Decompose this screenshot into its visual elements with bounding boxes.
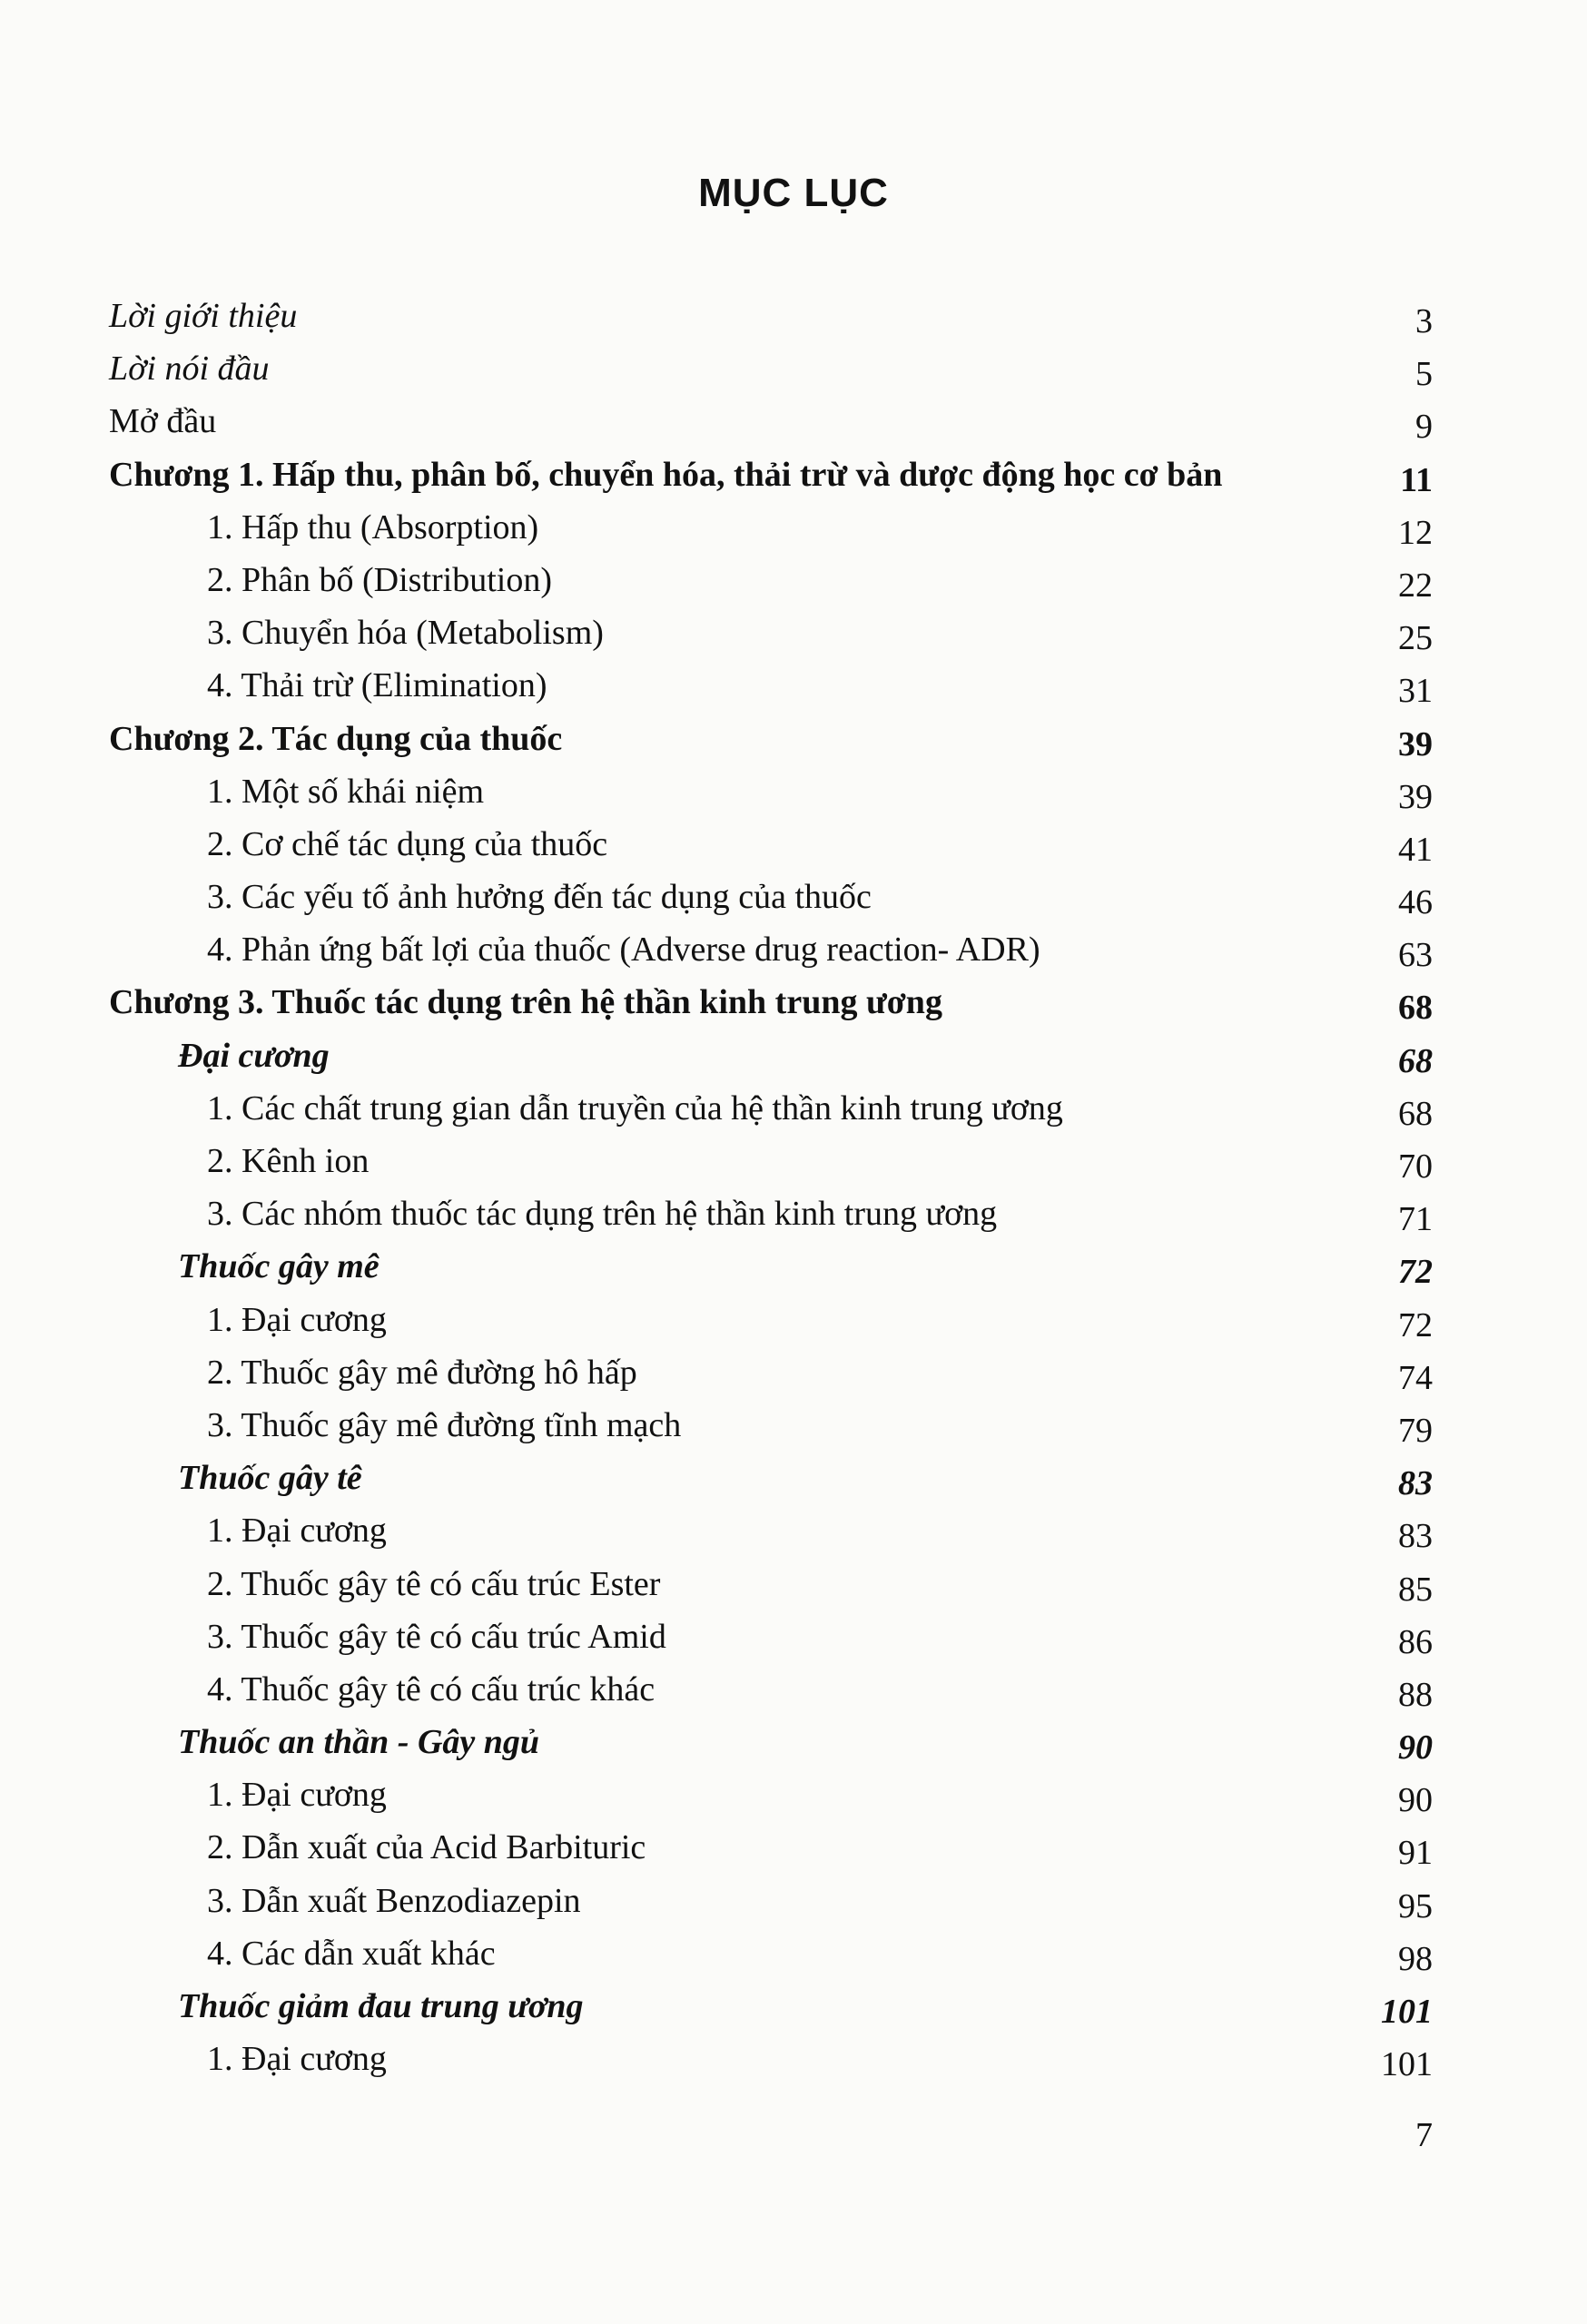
toc-entry-page: 98 (1398, 1939, 1433, 1978)
toc-entry-label: 3. Dẫn xuất Benzodiazepin (207, 1881, 581, 1920)
toc-entry-chapter (0, 448, 1587, 500)
toc-entry-label: 1. Đại cương (207, 1512, 387, 1551)
toc-entry-label: 2. Kênh ion (207, 1142, 370, 1180)
table-of-contents (0, 289, 1587, 2084)
toc-entry-page: 71 (1398, 1200, 1433, 1239)
toc-entry-label: Chương 3. Thuốc tác dụng trên hệ thần kinh trung ương (109, 983, 942, 1022)
toc-entry-item (0, 1398, 1587, 1451)
toc-entry-page: 9 (1415, 408, 1433, 447)
toc-entry-item (0, 1768, 1587, 1820)
toc-entry-label: 3. Thuốc gây tê có cấu trúc Amid (207, 1617, 666, 1656)
toc-entry-page: 39 (1398, 777, 1433, 816)
toc-entry-page: 41 (1398, 830, 1433, 869)
toc-entry-front (0, 341, 1587, 394)
toc-entry-item (0, 1503, 1587, 1556)
page-number: 7 (1415, 2116, 1433, 2154)
toc-entry-label: 4. Các dẫn xuất khác (207, 1934, 496, 1973)
toc-entry-page: 88 (1398, 1675, 1433, 1714)
toc-entry-page: 39 (1398, 724, 1433, 763)
toc-entry-page: 86 (1398, 1622, 1433, 1661)
toc-entry-section (0, 1979, 1587, 2032)
toc-entry-item (0, 606, 1587, 658)
toc-entry-page: 83 (1398, 1517, 1433, 1556)
toc-entry-label: 3. Các yếu tố ảnh hưởng đến tác dụng của thuốc (207, 878, 872, 917)
toc-entry-page: 95 (1398, 1886, 1433, 1925)
toc-entry-label: 3. Thuốc gây mê đường tĩnh mạch (207, 1405, 682, 1444)
toc-entry-label: 4. Phản ứng bất lợi của thuốc (Adverse drug reaction- ADR) (207, 931, 1040, 970)
toc-entry-label: 4. Thuốc gây tê có cấu trúc khác (207, 1669, 656, 1709)
toc-entry-front (0, 289, 1587, 341)
toc-entry-chapter (0, 975, 1587, 1028)
toc-entry-item (0, 1187, 1587, 1239)
toc-entry-page: 90 (1398, 1728, 1433, 1768)
toc-entry-page: 85 (1398, 1570, 1433, 1609)
toc-entry-label: Lời nói đầu (109, 350, 270, 389)
toc-entry-page: 12 (1398, 513, 1433, 552)
toc-entry-page: 22 (1398, 566, 1433, 605)
toc-entry-label: 1. Hấp thu (Absorption) (207, 507, 539, 547)
toc-entry-label: Thuốc gây tê (178, 1459, 362, 1498)
toc-entry-label: 2. Phân bố (Distribution) (207, 560, 552, 599)
toc-entry-page: 101 (1381, 1993, 1433, 2031)
toc-entry-item (0, 1610, 1587, 1662)
toc-entry-item (0, 870, 1587, 922)
toc-entry-label: Lời giới thiệu (109, 297, 298, 335)
toc-entry-label: 2. Thuốc gây tê có cấu trúc Ester (207, 1564, 661, 1603)
toc-entry-page: 83 (1398, 1464, 1433, 1503)
toc-entry-label: 1. Đại cương (207, 1776, 387, 1815)
toc-entry-page: 79 (1398, 1411, 1433, 1450)
toc-entry-page: 31 (1398, 672, 1433, 711)
toc-entry-page: 70 (1398, 1147, 1433, 1186)
toc-entry-item (0, 1820, 1587, 1873)
toc-entry-front (0, 394, 1587, 447)
toc-entry-label: Thuốc giảm đau trung ương (178, 1987, 584, 2025)
toc-entry-chapter (0, 712, 1587, 764)
toc-entry-page: 68 (1398, 1041, 1433, 1080)
toc-entry-item (0, 764, 1587, 817)
toc-entry-item (0, 817, 1587, 870)
toc-entry-label: 1. Đại cương (207, 2040, 387, 2079)
toc-entry-page: 101 (1381, 2045, 1433, 2084)
toc-entry-label: Thuốc an thần - Gây ngủ (178, 1723, 540, 1762)
page-title: MỤC LỤC (698, 171, 889, 215)
toc-entry-label: Mở đầu (109, 402, 217, 441)
toc-entry-page: 90 (1398, 1781, 1433, 1820)
toc-entry-page: 91 (1398, 1834, 1433, 1873)
toc-entry-item (0, 922, 1587, 975)
toc-entry-label: 2. Dẫn xuất của Acid Barbituric (207, 1828, 646, 1867)
toc-entry-page: 46 (1398, 883, 1433, 922)
toc-entry-item (0, 1557, 1587, 1610)
toc-entry-page: 5 (1415, 355, 1433, 394)
toc-entry-item (0, 1293, 1587, 1345)
toc-entry-page: 68 (1398, 1094, 1433, 1133)
toc-entry-page: 68 (1398, 989, 1433, 1028)
toc-entry-item (0, 1345, 1587, 1398)
toc-entry-item (0, 553, 1587, 606)
toc-entry-label: Chương 2. Tác dụng của thuốc (109, 719, 563, 758)
toc-entry-label: 2. Cơ chế tác dụng của thuốc (207, 824, 608, 863)
toc-entry-item (0, 1081, 1587, 1134)
toc-entry-section (0, 1715, 1587, 1768)
toc-entry-page: 72 (1398, 1305, 1433, 1344)
toc-entry-label: 2. Thuốc gây mê đường hô hấp (207, 1353, 637, 1392)
toc-entry-item (0, 500, 1587, 553)
toc-entry-item (0, 1134, 1587, 1187)
toc-entry-label: 3. Các nhóm thuốc tác dụng trên hệ thần kinh trung ương (207, 1195, 998, 1234)
toc-entry-label: 1. Đại cương (207, 1300, 387, 1339)
toc-entry-label: Chương 1. Hấp thu, phân bố, chuyển hóa, thải trừ và dược động học cơ bản (109, 455, 1223, 494)
toc-entry-label: 1. Một số khái niệm (207, 772, 485, 811)
toc-entry-section (0, 1029, 1587, 1081)
toc-entry-label: Thuốc gây mê (178, 1247, 380, 1286)
toc-entry-page: 74 (1398, 1358, 1433, 1397)
toc-entry-item (0, 658, 1587, 711)
toc-entry-page: 11 (1400, 460, 1433, 499)
toc-entry-label: 3. Chuyển hóa (Metabolism) (207, 614, 604, 653)
toc-entry-label: Đại cương (178, 1036, 330, 1075)
toc-entry-page: 3 (1415, 302, 1433, 340)
toc-entry-page: 25 (1398, 619, 1433, 658)
toc-entry-item (0, 1662, 1587, 1715)
toc-entry-label: 4. Thải trừ (Elimination) (207, 666, 547, 705)
toc-entry-item (0, 2032, 1587, 2084)
toc-entry-section (0, 1239, 1587, 1292)
toc-entry-label: 1. Các chất trung gian dẫn truyền của hệ thần kinh trung ương (207, 1088, 1063, 1128)
toc-entry-section (0, 1451, 1587, 1503)
toc-entry-page: 72 (1398, 1253, 1433, 1292)
toc-entry-item (0, 1926, 1587, 1979)
toc-entry-item (0, 1874, 1587, 1926)
toc-entry-page: 63 (1398, 936, 1433, 975)
